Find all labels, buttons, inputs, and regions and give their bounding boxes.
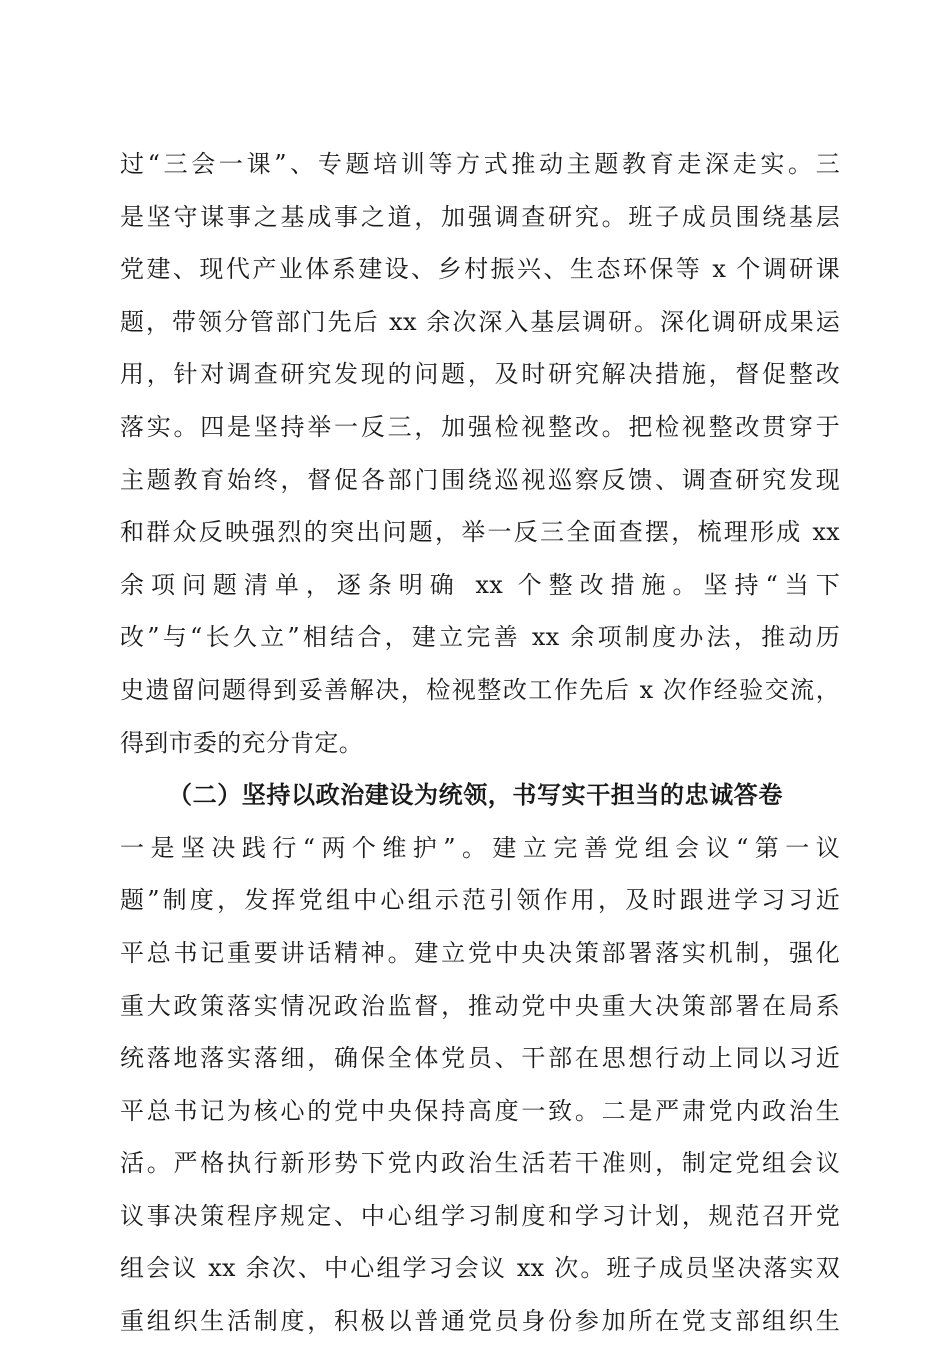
text-line: 重大政策落实情况政治监督，推动党中央重大决策部署在局系 — [120, 991, 840, 1020]
text-line: 统落地落实落细，确保全体党员、干部在思想行动上同以习近 — [120, 1044, 840, 1073]
text-line: 一是坚决践行“两个维护”。建立完善党组会议“第一议 — [120, 833, 840, 862]
text-line: 重组织生活制度，积极以普通党员身份参加所在党支部组织生 — [120, 1307, 840, 1336]
text-line: 史遗留问题得到妥善解决，检视整改工作先后 x 次作经验交流， — [120, 675, 840, 704]
text-line: 平总书记为核心的党中央保持高度一致。二是严肃党内政治生 — [120, 1096, 840, 1125]
text-line: 题，带领分管部门先后 xx 余次深入基层调研。深化调研成果运 — [120, 307, 840, 336]
section-heading: （二）坚持以政治建设为统领，书写实干担当的忠诚答卷 — [168, 781, 783, 810]
text-line: 落实。四是坚持举一反三，加强检视整改。把检视整改贯穿于 — [120, 412, 840, 441]
text-line: 改”与“长久立”相结合，建立完善 xx 余项制度办法，推动历 — [120, 623, 840, 652]
text-line: 平总书记重要讲话精神。建立党中央决策部署落实机制，强化 — [120, 938, 840, 967]
text-line: 用，针对调查研究发现的问题，及时研究解决措施，督促整改 — [120, 360, 840, 389]
text-line: 过“三会一课”、专题培训等方式推动主题教育走深走实。三 — [120, 150, 840, 178]
text-line: 得到市委的充分肯定。 — [120, 728, 363, 757]
text-line: 党建、现代产业体系建设、乡村振兴、生态环保等 x 个调研课 — [120, 255, 840, 284]
text-line: 题”制度，发挥党组中心组示范引领作用，及时跟进学习习近 — [120, 886, 840, 915]
text-line: 主题教育始终，督促各部门围绕巡视巡察反馈、调查研究发现 — [120, 465, 840, 494]
text-line: 和群众反映强烈的突出问题，举一反三全面查摆，梳理形成 xx — [120, 518, 840, 547]
text-line: 是坚守谋事之基成事之道，加强调查研究。班子成员围绕基层 — [120, 202, 840, 231]
body-text — [120, 138, 840, 1348]
text-line: 议事决策程序规定、中心组学习制度和学习计划，规范召开党 — [120, 1201, 840, 1230]
text-line: 余项问题清单，逐条明确 xx 个整改措施。坚持“当下 — [120, 570, 840, 599]
text-line: 组会议 xx 余次、中心组学习会议 xx 次。班子成员坚决落实双 — [120, 1254, 840, 1283]
text-line: 活。严格执行新形势下党内政治生活若干准则，制定党组会议 — [120, 1149, 840, 1178]
